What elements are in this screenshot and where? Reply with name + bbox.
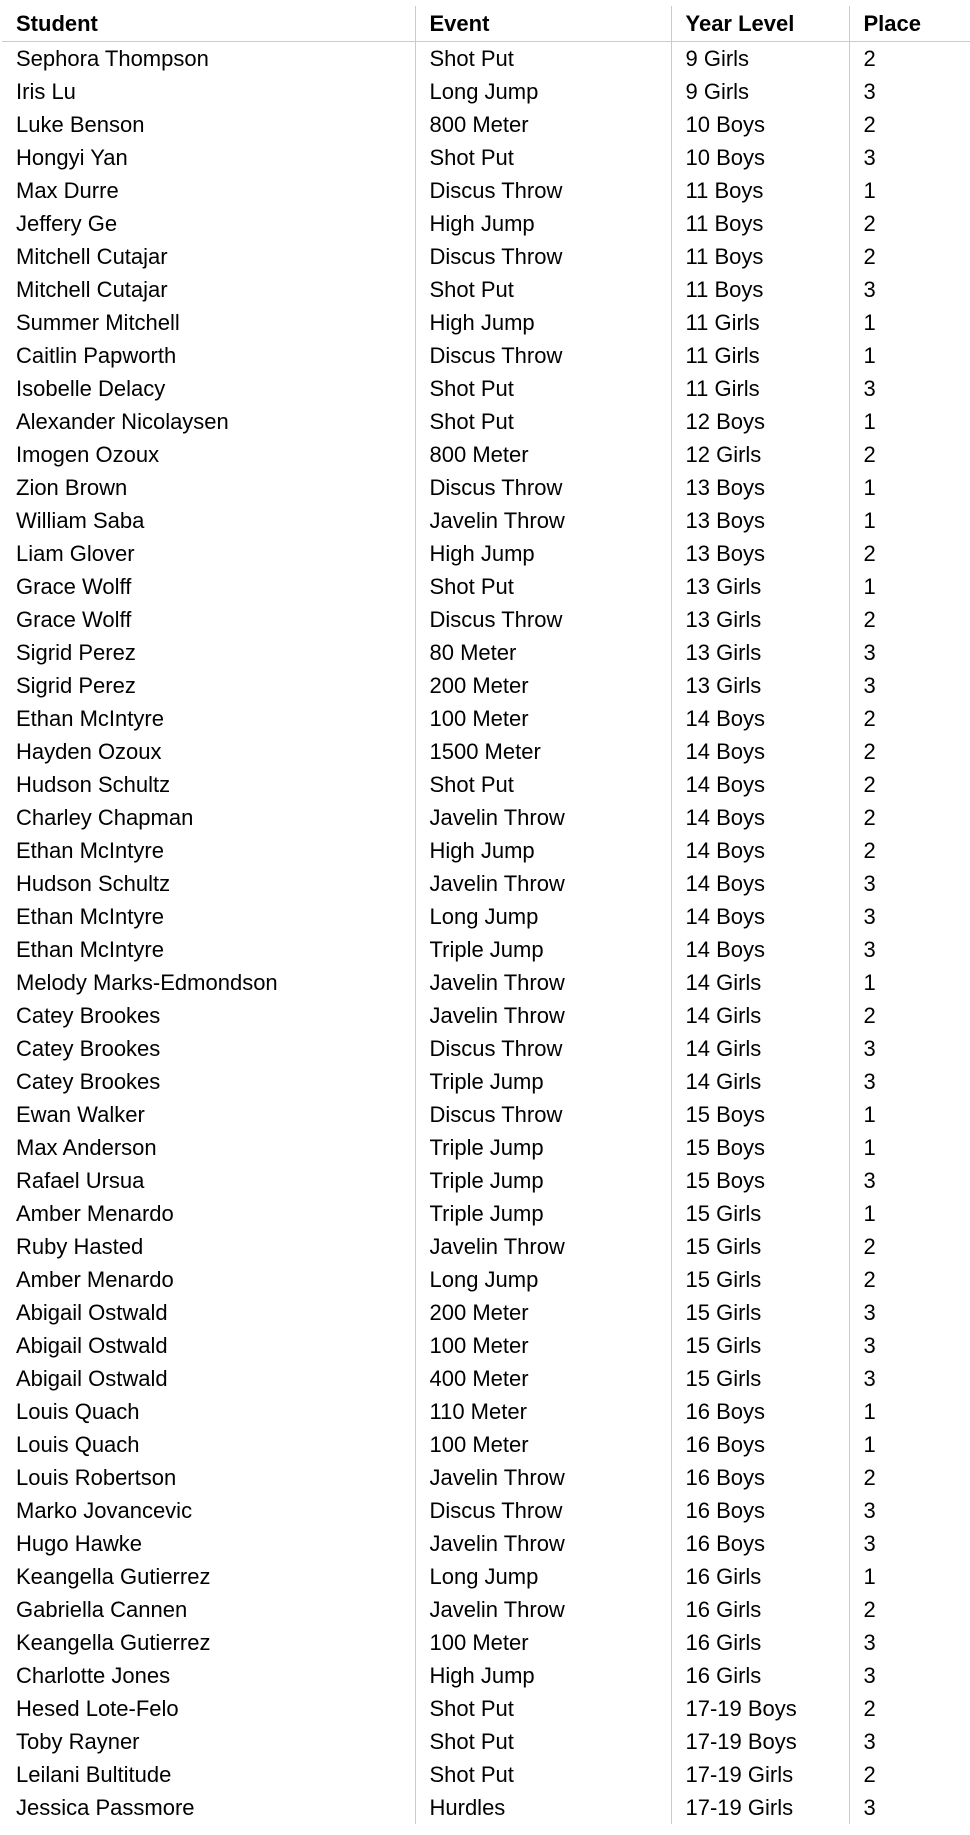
year-level-cell: 16 Boys <box>671 1428 849 1461</box>
year-level-cell: 11 Boys <box>671 207 849 240</box>
year-level-cell: 17-19 Boys <box>671 1725 849 1758</box>
table-row <box>2 1362 970 1395</box>
event-cell: Javelin Throw <box>415 504 671 537</box>
event-cell: Discus Throw <box>415 240 671 273</box>
place-cell: 3 <box>849 1296 970 1329</box>
student-cell: Max Anderson <box>16 1134 157 1160</box>
year-level-cell: 16 Girls <box>671 1593 849 1626</box>
table-row <box>2 801 970 834</box>
year-level-cell: 16 Boys <box>671 1527 849 1560</box>
year-level-cell: 14 Girls <box>671 1065 849 1098</box>
year-level-cell: 13 Boys <box>671 504 849 537</box>
student-cell: Ethan McIntyre <box>16 903 164 929</box>
table-row <box>2 372 970 405</box>
year-level-cell: 16 Girls <box>671 1659 849 1692</box>
year-level-cell: 15 Girls <box>671 1230 849 1263</box>
event-cell: High Jump <box>415 1659 671 1692</box>
place-cell: 2 <box>849 438 970 471</box>
event-cell: Hurdles <box>415 1791 671 1824</box>
table-row <box>2 1230 970 1263</box>
event-cell: 100 Meter <box>415 1329 671 1362</box>
student-cell: Charley Chapman <box>16 804 194 830</box>
student-cell: William Saba <box>16 507 145 533</box>
event-cell: Shot Put <box>415 768 671 801</box>
event-cell: 100 Meter <box>415 702 671 735</box>
year-level-cell: 13 Girls <box>671 636 849 669</box>
student-cell: Isobelle Delacy <box>16 375 166 401</box>
student-cell: Liam Glover <box>16 540 135 566</box>
place-cell: 2 <box>849 537 970 570</box>
event-cell: Shot Put <box>415 372 671 405</box>
year-level-cell: 11 Girls <box>671 372 849 405</box>
table-row <box>2 735 970 768</box>
student-cell: Sephora Thompson <box>16 45 209 71</box>
column-header-year-level: Year Level <box>671 6 849 42</box>
table-row <box>2 174 970 207</box>
event-cell: Javelin Throw <box>415 1527 671 1560</box>
place-cell: 1 <box>849 504 970 537</box>
year-level-cell: 13 Girls <box>671 669 849 702</box>
year-level-cell: 16 Boys <box>671 1461 849 1494</box>
table-row <box>2 1725 970 1758</box>
table-row <box>2 42 970 76</box>
student-cell: Hudson Schultz <box>16 870 171 896</box>
year-level-cell: 12 Boys <box>671 405 849 438</box>
year-level-cell: 9 Girls <box>671 75 849 108</box>
results-table <box>2 6 970 1824</box>
student-cell: Jeffery Ge <box>16 210 118 236</box>
table-row <box>2 1131 970 1164</box>
event-cell: 110 Meter <box>415 1395 671 1428</box>
place-cell: 1 <box>849 174 970 207</box>
student-cell: Hesed Lote-Felo <box>16 1695 179 1721</box>
year-level-cell: 16 Girls <box>671 1626 849 1659</box>
student-cell: Jessica Passmore <box>16 1794 195 1820</box>
student-cell: Ewan Walker <box>16 1101 145 1127</box>
table-row <box>2 768 970 801</box>
event-cell: 200 Meter <box>415 1296 671 1329</box>
event-cell: Javelin Throw <box>415 1593 671 1626</box>
event-cell: Javelin Throw <box>415 1230 671 1263</box>
place-cell: 3 <box>849 273 970 306</box>
table-row <box>2 240 970 273</box>
event-cell: 100 Meter <box>415 1626 671 1659</box>
student-cell: Grace Wolff <box>16 573 132 599</box>
place-cell: 1 <box>849 1395 970 1428</box>
place-cell: 2 <box>849 735 970 768</box>
student-cell: Marko Jovancevic <box>16 1497 193 1523</box>
student-cell: Abigail Ostwald <box>16 1365 168 1391</box>
place-cell: 1 <box>849 570 970 603</box>
place-cell: 3 <box>849 75 970 108</box>
year-level-cell: 17-19 Girls <box>671 1758 849 1791</box>
student-cell: Abigail Ostwald <box>16 1332 168 1358</box>
table-row <box>2 1692 970 1725</box>
year-level-cell: 11 Girls <box>671 306 849 339</box>
place-cell: 2 <box>849 1263 970 1296</box>
place-cell: 3 <box>849 1659 970 1692</box>
table-row <box>2 471 970 504</box>
student-cell: Grace Wolff <box>16 606 132 632</box>
table-row <box>2 1461 970 1494</box>
year-level-cell: 16 Boys <box>671 1494 849 1527</box>
student-cell: Mitchell Cutajar <box>16 243 168 269</box>
event-cell: 400 Meter <box>415 1362 671 1395</box>
place-cell: 2 <box>849 1230 970 1263</box>
student-cell: Rafael Ursua <box>16 1167 145 1193</box>
place-cell: 1 <box>849 1428 970 1461</box>
table-row <box>2 1560 970 1593</box>
event-cell: Long Jump <box>415 1560 671 1593</box>
table-row <box>2 1197 970 1230</box>
year-level-cell: 11 Boys <box>671 273 849 306</box>
student-cell: Ethan McIntyre <box>16 705 164 731</box>
table-row <box>2 207 970 240</box>
student-cell: Mitchell Cutajar <box>16 276 168 302</box>
place-cell: 2 <box>849 702 970 735</box>
event-cell: High Jump <box>415 207 671 240</box>
event-cell: Discus Throw <box>415 339 671 372</box>
student-cell: Ruby Hasted <box>16 1233 144 1259</box>
place-cell: 1 <box>849 1098 970 1131</box>
place-cell: 2 <box>849 240 970 273</box>
place-cell: 3 <box>849 1032 970 1065</box>
event-cell: 800 Meter <box>415 438 671 471</box>
student-cell: Hayden Ozoux <box>16 738 162 764</box>
table-row <box>2 999 970 1032</box>
table-row <box>2 405 970 438</box>
event-cell: Triple Jump <box>415 1065 671 1098</box>
event-cell: Long Jump <box>415 900 671 933</box>
year-level-cell: 14 Boys <box>671 867 849 900</box>
year-level-cell: 14 Girls <box>671 1032 849 1065</box>
table-row <box>2 339 970 372</box>
table-row <box>2 1791 970 1824</box>
year-level-cell: 13 Boys <box>671 537 849 570</box>
place-cell: 2 <box>849 207 970 240</box>
year-level-cell: 15 Girls <box>671 1197 849 1230</box>
table-row <box>2 933 970 966</box>
student-cell: Luke Benson <box>16 111 145 137</box>
place-cell: 3 <box>849 1791 970 1824</box>
year-level-cell: 15 Girls <box>671 1263 849 1296</box>
year-level-cell: 14 Girls <box>671 999 849 1032</box>
year-level-cell: 16 Boys <box>671 1395 849 1428</box>
place-cell: 2 <box>849 603 970 636</box>
year-level-cell: 17-19 Boys <box>671 1692 849 1725</box>
table-row <box>2 669 970 702</box>
place-cell: 3 <box>849 867 970 900</box>
table-row <box>2 966 970 999</box>
student-cell: Amber Menardo <box>16 1266 174 1292</box>
student-cell: Imogen Ozoux <box>16 441 160 467</box>
year-level-cell: 15 Boys <box>671 1131 849 1164</box>
student-cell: Ethan McIntyre <box>16 837 164 863</box>
year-level-cell: 15 Boys <box>671 1098 849 1131</box>
year-level-cell: 9 Girls <box>671 42 849 76</box>
place-cell: 3 <box>849 900 970 933</box>
year-level-cell: 13 Boys <box>671 471 849 504</box>
student-cell: Louis Quach <box>16 1398 140 1424</box>
place-cell: 2 <box>849 1692 970 1725</box>
column-header-event: Event <box>415 6 671 42</box>
table-row <box>2 75 970 108</box>
event-cell: Shot Put <box>415 405 671 438</box>
student-cell: Catey Brookes <box>16 1002 161 1028</box>
year-level-cell: 14 Boys <box>671 933 849 966</box>
student-cell: Iris Lu <box>16 78 76 104</box>
table-row <box>2 1032 970 1065</box>
event-cell: 800 Meter <box>415 108 671 141</box>
event-cell: Shot Put <box>415 273 671 306</box>
student-cell: Sigrid Perez <box>16 639 136 665</box>
student-cell: Sigrid Perez <box>16 672 136 698</box>
table-row <box>2 1263 970 1296</box>
event-cell: Discus Throw <box>415 1032 671 1065</box>
place-cell: 2 <box>849 42 970 76</box>
event-cell: Triple Jump <box>415 1164 671 1197</box>
event-cell: Discus Throw <box>415 1098 671 1131</box>
place-cell: 3 <box>849 1725 970 1758</box>
year-level-cell: 14 Boys <box>671 735 849 768</box>
place-cell: 2 <box>849 1758 970 1791</box>
year-level-cell: 14 Girls <box>671 966 849 999</box>
place-cell: 2 <box>849 999 970 1032</box>
student-cell: Alexander Nicolaysen <box>16 408 229 434</box>
table-row <box>2 1329 970 1362</box>
place-cell: 3 <box>849 141 970 174</box>
place-cell: 2 <box>849 1593 970 1626</box>
year-level-cell: 12 Girls <box>671 438 849 471</box>
column-header-student: Student <box>2 6 415 42</box>
table-row <box>2 1065 970 1098</box>
table-row <box>2 306 970 339</box>
year-level-cell: 15 Girls <box>671 1329 849 1362</box>
event-cell: Triple Jump <box>415 1131 671 1164</box>
table-row <box>2 438 970 471</box>
student-cell: Ethan McIntyre <box>16 936 164 962</box>
place-cell: 3 <box>849 1494 970 1527</box>
table-row <box>2 1593 970 1626</box>
place-cell: 1 <box>849 306 970 339</box>
student-cell: Louis Robertson <box>16 1464 177 1490</box>
event-cell: Triple Jump <box>415 1197 671 1230</box>
place-cell: 1 <box>849 471 970 504</box>
event-cell: 80 Meter <box>415 636 671 669</box>
student-cell: Gabriella Cannen <box>16 1596 188 1622</box>
year-level-cell: 14 Boys <box>671 900 849 933</box>
table-row <box>2 504 970 537</box>
year-level-cell: 10 Boys <box>671 108 849 141</box>
table-row <box>2 570 970 603</box>
event-cell: Discus Throw <box>415 603 671 636</box>
year-level-cell: 15 Girls <box>671 1296 849 1329</box>
place-cell: 1 <box>849 1131 970 1164</box>
student-cell: Max Durre <box>16 177 119 203</box>
year-level-cell: 14 Boys <box>671 768 849 801</box>
event-cell: Shot Put <box>415 141 671 174</box>
event-cell: Javelin Throw <box>415 867 671 900</box>
place-cell: 2 <box>849 768 970 801</box>
event-cell: Javelin Throw <box>415 1461 671 1494</box>
student-cell: Toby Rayner <box>16 1728 140 1754</box>
table-row <box>2 1659 970 1692</box>
table-body <box>2 42 970 1825</box>
student-cell: Catey Brookes <box>16 1068 161 1094</box>
year-level-cell: 11 Boys <box>671 240 849 273</box>
event-cell: Triple Jump <box>415 933 671 966</box>
year-level-cell: 14 Boys <box>671 801 849 834</box>
student-cell: Keangella Gutierrez <box>16 1563 211 1589</box>
table-row <box>2 1296 970 1329</box>
table-row <box>2 900 970 933</box>
event-cell: Long Jump <box>415 75 671 108</box>
place-cell: 2 <box>849 108 970 141</box>
column-header-place: Place <box>849 6 970 42</box>
event-cell: 200 Meter <box>415 669 671 702</box>
event-cell: Shot Put <box>415 1692 671 1725</box>
place-cell: 3 <box>849 1362 970 1395</box>
year-level-cell: 10 Boys <box>671 141 849 174</box>
student-cell: Keangella Gutierrez <box>16 1629 211 1655</box>
place-cell: 3 <box>849 1626 970 1659</box>
year-level-cell: 13 Girls <box>671 570 849 603</box>
event-cell: Discus Throw <box>415 471 671 504</box>
event-cell: Javelin Throw <box>415 801 671 834</box>
event-cell: Discus Throw <box>415 174 671 207</box>
student-cell: Hugo Hawke <box>16 1530 142 1556</box>
year-level-cell: 15 Girls <box>671 1362 849 1395</box>
table-row <box>2 141 970 174</box>
place-cell: 1 <box>849 1197 970 1230</box>
place-cell: 3 <box>849 636 970 669</box>
student-cell: Louis Quach <box>16 1431 140 1457</box>
student-cell: Catey Brookes <box>16 1035 161 1061</box>
table-row <box>2 1758 970 1791</box>
student-cell: Amber Menardo <box>16 1200 174 1226</box>
event-cell: Javelin Throw <box>415 999 671 1032</box>
table-row <box>2 1395 970 1428</box>
event-cell: High Jump <box>415 834 671 867</box>
header-row <box>2 6 970 42</box>
event-cell: Discus Throw <box>415 1494 671 1527</box>
year-level-cell: 16 Girls <box>671 1560 849 1593</box>
place-cell: 3 <box>849 1329 970 1362</box>
student-cell: Zion Brown <box>16 474 128 500</box>
table-row <box>2 702 970 735</box>
table-row <box>2 867 970 900</box>
table-row <box>2 1494 970 1527</box>
event-cell: Javelin Throw <box>415 966 671 999</box>
table-header <box>2 6 970 42</box>
student-cell: Summer Mitchell <box>16 309 180 335</box>
event-cell: High Jump <box>415 537 671 570</box>
year-level-cell: 15 Boys <box>671 1164 849 1197</box>
year-level-cell: 11 Girls <box>671 339 849 372</box>
place-cell: 1 <box>849 1560 970 1593</box>
place-cell: 3 <box>849 1527 970 1560</box>
table-row <box>2 1428 970 1461</box>
place-cell: 2 <box>849 801 970 834</box>
event-cell: Shot Put <box>415 42 671 76</box>
student-cell: Hongyi Yan <box>16 144 128 170</box>
table-row <box>2 537 970 570</box>
table-row <box>2 273 970 306</box>
place-cell: 3 <box>849 933 970 966</box>
student-cell: Hudson Schultz <box>16 771 171 797</box>
place-cell: 3 <box>849 1065 970 1098</box>
place-cell: 1 <box>849 966 970 999</box>
event-cell: Shot Put <box>415 1758 671 1791</box>
place-cell: 2 <box>849 834 970 867</box>
event-cell: 1500 Meter <box>415 735 671 768</box>
place-cell: 1 <box>849 405 970 438</box>
place-cell: 3 <box>849 372 970 405</box>
event-cell: 100 Meter <box>415 1428 671 1461</box>
year-level-cell: 11 Boys <box>671 174 849 207</box>
table-row <box>2 603 970 636</box>
event-cell: Shot Put <box>415 570 671 603</box>
place-cell: 2 <box>849 1461 970 1494</box>
year-level-cell: 13 Girls <box>671 603 849 636</box>
year-level-cell: 14 Boys <box>671 702 849 735</box>
table-row <box>2 1527 970 1560</box>
table-row <box>2 1626 970 1659</box>
event-cell: Shot Put <box>415 1725 671 1758</box>
table-row <box>2 108 970 141</box>
table-row <box>2 1164 970 1197</box>
place-cell: 3 <box>849 669 970 702</box>
year-level-cell: 17-19 Girls <box>671 1791 849 1824</box>
place-cell: 1 <box>849 339 970 372</box>
student-cell: Charlotte Jones <box>16 1662 171 1688</box>
year-level-cell: 14 Boys <box>671 834 849 867</box>
table-row <box>2 834 970 867</box>
student-cell: Abigail Ostwald <box>16 1299 168 1325</box>
student-cell: Melody Marks-Edmondson <box>16 969 278 995</box>
event-cell: Long Jump <box>415 1263 671 1296</box>
table-row <box>2 1098 970 1131</box>
student-cell: Caitlin Papworth <box>16 342 177 368</box>
table-row <box>2 636 970 669</box>
student-cell: Leilani Bultitude <box>16 1761 172 1787</box>
event-cell: High Jump <box>415 306 671 339</box>
place-cell: 3 <box>849 1164 970 1197</box>
